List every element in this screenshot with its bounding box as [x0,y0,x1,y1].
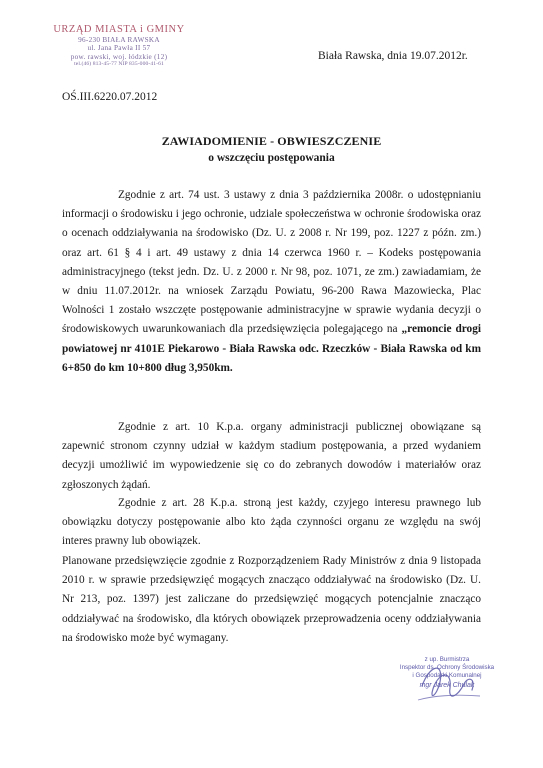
paragraph-kpa-art-28 [62,494,481,552]
signature-position: Inspektor ds. Ochrony Środowiska [399,664,495,671]
paragraph-kpa-art-10 [62,418,481,495]
handwritten-signature-icon [392,656,502,728]
document-title: ZAWIADOMIENIE - OBWIESZCZENIE [161,134,382,148]
stamp-title: URZĄD MIASTA i GMINY [53,24,185,35]
office-stamp [40,24,198,67]
stamp-address-street: ul. Jana Pawła II 57 [87,44,151,53]
document-subtitle: o wszczęciu postępowania [208,152,335,164]
paragraph-kpa-art-10-text: Zgodnie z art. 10 K.p.a. organy administracji publicznej obowiązane są zapewnić stronom czynny udział w każdym stadium postępowania, a przed wydaniem decyzji umożliwić im wypowiedzenie się co do zebranych dowodów i materiałów oraz zgłoszonych żądań. [62,421,481,491]
stamp-district: pow. rawski, woj. łódzkie (12) [70,52,168,61]
project-description: „remoncie drogi powiatowej nr 4101E Piekarowo - Biała Rawska odc. Rzeczków - Biała Rawska od km 6+850 do km 10+800 dług 3,950km. [62,323,481,374]
paragraph-regulation-text: Planowane przedsięwzięcie zgodnie z Rozporządzeniem Rady Ministrów z dnia 9 listopada 2010 r. w sprawie przedsięwzięć mogących znacząco oddziaływać na środowisko (Dz. U. Nr 213, poz. 1397) jest zaliczane do przedsięwzięć mogących potencjalnie znacząco oddziaływać na środowisko, dla których obowiązek przeprowadzenia oceny oddziaływania na środowisko może być wymagany. [62,555,481,644]
paragraph-regulation [62,552,481,648]
signature-name: mgr Jarek Chulak [419,682,475,689]
stamp-phone-nip: tel.(46) 813-45-77 NIP 835-000-41-61 [74,60,164,67]
place-and-date: Biała Rawska, dnia 19.07.2012r. [318,50,468,62]
stamp-address-city: 96-230 BIAŁA RAWSKA [78,36,160,45]
paragraph-legal-basis [62,186,481,378]
paragraph-legal-basis-text: Zgodnie z art. 74 ust. 3 ustawy z dnia 3 października 2008r. o udostępnianiu informacji o środowisku i jego ochronie, udziale społeczeństwa w ochronie środowiska oraz o ocenach oddziaływania na środowisko (Dz. U. z 2008 r. Nr 199, poz. 1227 z późn. zm.) oraz art. 61 § 4 i art. 49 ustawy z dnia 14 czerwca 1960 r. – Kodeks postępowania administracyjnego (tekst jedn. Dz. U. z 2000 r. Nr 98, poz. 1071, ze zm.) zawiadamiam, że w dniu 11.07.2012r. na wniosek Zarządu Powiatu, 96-200 Rawa Mazowiecka, Plac Wolności 1 zostało wszczęte postępowanie administracyjne w sprawie wydania decyzji o środowiskowych uwarunkowaniach dla przedsięwzięcia polegającego na [62,189,481,336]
signature-stamp [392,656,502,728]
signature-department: i Gospodarki Komunalnej [412,672,482,679]
signature-authority: z up. Burmistrza [424,656,470,663]
reference-number: OŚ.III.6220.07.2012 [62,91,158,103]
paragraph-kpa-art-28-text: Zgodnie z art. 28 K.p.a. stroną jest każdy, czyjego interesu prawnego lub obowiązku dotyczy postępowanie albo kto żąda czynności organu ze względu na swój interes prawny lub obowiązek. [62,497,481,548]
